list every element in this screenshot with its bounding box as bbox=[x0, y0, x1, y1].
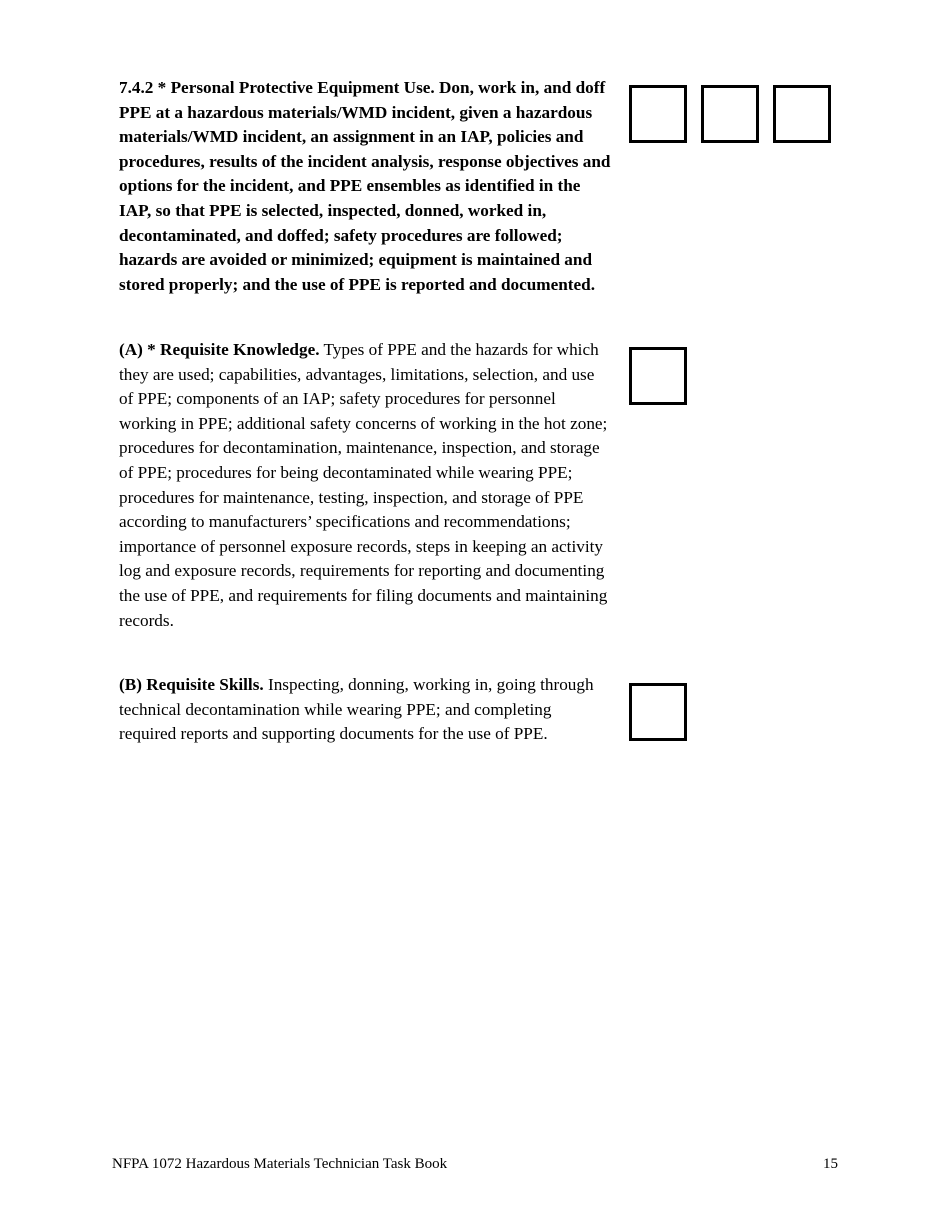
requisite-skills-heading: (B) Requisite Skills. bbox=[119, 675, 264, 694]
requisite-skills-text: Inspecting, donning, working in, going through technical decontamination while wearing PPE; and completing required reports and supporting documents for the use of PPE. bbox=[119, 675, 594, 744]
requisite-knowledge-text: Types of PPE and the hazards for which they are used; capabilities, advantages, limitations, selection, and use of PPE; components of an IAP; safety procedures for personnel working in PPE; additional safety concerns of working in the hot zone; procedures for decontamination, maintenance, inspection, and storage of PPE; procedures for being decontaminated while wearing PPE; procedures for maintenance, testing, inspection, and storage of PPE according to manufacturers’ specifications and recommendations; importance of personnel exposure records, steps in keeping an activity log and exposure records, requirements for reporting and documenting the use of PPE, and requirements for filing documents and maintaining records. bbox=[119, 340, 608, 630]
page-number: 15 bbox=[823, 1156, 838, 1172]
requisite-knowledge-heading: (A) * Requisite Knowledge. bbox=[119, 340, 320, 359]
requisite-knowledge-section bbox=[119, 338, 611, 633]
section-7-4-2-heading: 7.4.2 * Personal Protective Equipment Use. bbox=[119, 78, 435, 97]
section-7-4-2-checkbox-1[interactable] bbox=[629, 85, 687, 143]
section-7-4-2-checkbox-3[interactable] bbox=[773, 85, 831, 143]
requisite-skills-paragraph bbox=[119, 673, 611, 747]
section-7-4-2-paragraph bbox=[119, 76, 611, 297]
requisite-knowledge-paragraph bbox=[119, 338, 611, 633]
requisite-skills-checkboxes bbox=[629, 683, 687, 741]
section-7-4-2-checkbox-2[interactable] bbox=[701, 85, 759, 143]
section-7-4-2-text: Don, work in, and doff PPE at a hazardous materials/WMD incident, given a hazardous materials/WMD incident, an assignment in an IAP, policies and procedures, results of the incident analysis, response objectives and options for the incident, and PPE ensembles as identified in the IAP, so that PPE is selected, inspected, donned, worked in, decontaminated, and doffed; safety procedures are followed; hazards are avoided or minimized; equipment is maintained and stored properly; and the use of PPE is reported and documented. bbox=[119, 78, 611, 294]
requisite-skills-checkbox[interactable] bbox=[629, 683, 687, 741]
footer-title: NFPA 1072 Hazardous Materials Technician Task Book bbox=[112, 1156, 448, 1172]
section-7-4-2 bbox=[119, 76, 611, 297]
requisite-knowledge-checkbox[interactable] bbox=[629, 347, 687, 405]
requisite-skills-section bbox=[119, 673, 611, 747]
section-7-4-2-checkboxes bbox=[629, 85, 831, 143]
requisite-knowledge-checkboxes bbox=[629, 347, 687, 405]
